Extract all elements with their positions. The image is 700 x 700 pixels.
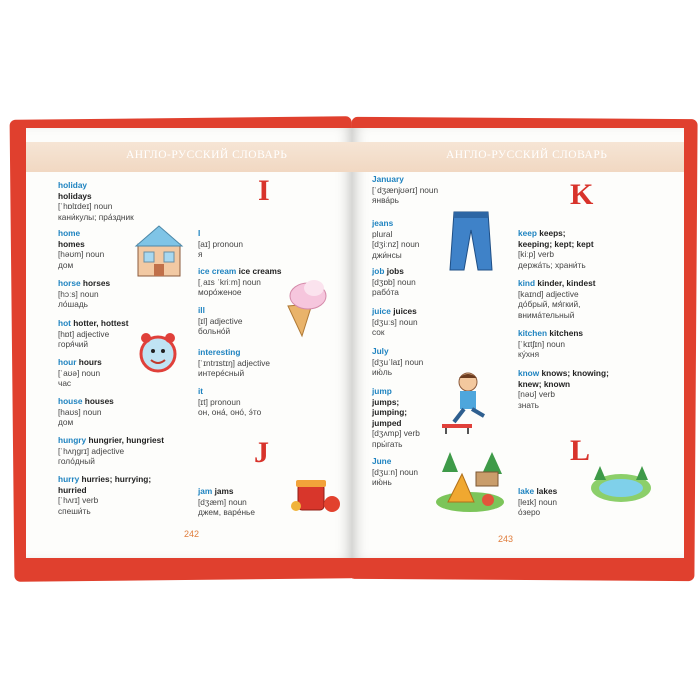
dictionary-entry: juice juices [dʒuːs] noun сок: [372, 306, 418, 337]
dictionary-entry: hot hotter, hottest [hɒt] adjective горя́чий: [58, 318, 129, 349]
section-letter-l: L: [570, 434, 591, 467]
dictionary-entry: kind kinder, kindest [kaɪnd] adjective до́брый, мя́гкий, внима́тельный: [518, 278, 596, 320]
dictionary-entry: it [ɪt] pronoun он, она́, оно́, э́то: [198, 386, 262, 417]
dictionary-entry: ice cream ice creams [ˌaɪs ˈkriːm] noun моро́женое: [198, 266, 282, 297]
dictionary-entry: holiday holidays [ˈhɒlɪdeɪ] noun кани́кулы; пра́здник: [58, 180, 134, 222]
house-illustration: [134, 224, 184, 278]
jeans-illustration: [440, 208, 502, 274]
section-letter-j: J: [254, 436, 269, 469]
right-page: [352, 128, 684, 558]
jam-jar-illustration: [290, 474, 342, 514]
dictionary-entry: July [dʒuˈlaɪ] noun ию́ль: [372, 346, 424, 377]
dictionary-entry: know knows; knowing; knew; known [nəʊ] verb знать: [518, 368, 609, 410]
dictionary-entry: January [ˈdʒænjʊərɪ] noun янва́рь: [372, 174, 439, 205]
dictionary-entry: jeans plural [dʒiːnz] noun джи́нсы: [372, 218, 420, 260]
dictionary-entry: June [dʒuːn] noun ию́нь: [372, 456, 419, 487]
dictionary-entry: I [aɪ] pronoun я: [198, 228, 243, 259]
dictionary-entry: horse horses [hɔːs] noun ло́шадь: [58, 278, 111, 309]
left-page: [26, 128, 352, 558]
page-header: АНГЛО-РУССКИЙ СЛОВАРЬ: [446, 149, 608, 161]
dictionary-entry: hour hours [ˈaʊə] noun час: [58, 357, 102, 388]
dictionary-entry: job jobs [dʒɒb] noun рабо́та: [372, 266, 416, 297]
dictionary-entry: keep keeps; keeping; kept; kept [kiːp] verb держа́ть; храни́ть: [518, 228, 594, 270]
jumping-boy-illustration: [438, 370, 496, 434]
dictionary-entry: jam jams [dʒæm] noun джем, варе́нье: [198, 486, 255, 517]
dictionary-entry: hungry hungrier, hungriest [ˈhʌŋgrɪ] adjective голо́дный: [58, 435, 165, 466]
dictionary-entry: interesting [ˈɪntrɪstɪŋ] adjective интере́сный: [198, 347, 271, 378]
page-number: 242: [184, 529, 200, 539]
dictionary-entry: house houses [haʊs] noun дом: [58, 396, 114, 427]
dictionary-entry: kitchen kitchens [ˈkɪtʃɪn] noun ку́хня: [518, 328, 584, 359]
lake-illustration: [588, 464, 654, 504]
ice-cream-illustration: [280, 276, 330, 338]
dictionary-entry: ill [ɪl] adjective больно́й: [198, 305, 243, 336]
dictionary-entry: home homes [həʊm] noun дом: [58, 228, 105, 270]
alarm-clock-illustration: [136, 330, 180, 374]
dictionary-entry: hurry hurries; hurrying; hurried [ˈhʌrɪ] verb спеши́ть: [58, 474, 152, 516]
camping-illustration: [434, 450, 506, 512]
section-letter-k: K: [570, 178, 594, 211]
page-number: 243: [498, 534, 514, 544]
section-letter-i: I: [258, 174, 270, 207]
page-header: АНГЛО-РУССКИЙ СЛОВАРЬ: [126, 149, 288, 161]
dictionary-entry: lake lakes [leɪk] noun о́зеро: [518, 486, 558, 517]
dictionary-entry: jump jumps; jumping; jumped [dʒʌmp] verb пры́гать: [372, 386, 420, 449]
